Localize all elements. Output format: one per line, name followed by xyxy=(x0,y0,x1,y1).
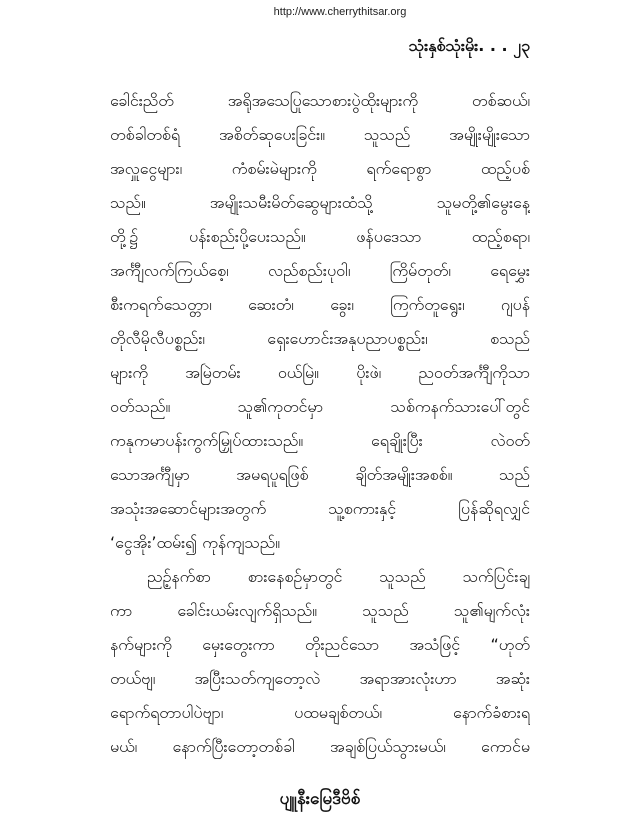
running-header-title: သုံးနှစ်သုံးမိုး. . . ၂၃ xyxy=(408,36,530,55)
text-line: သောအင်္ကျီမှာ အမရပူရဖြစ် ချိတ်အမျိုးအစစ်။ သည် xyxy=(110,465,530,484)
text-line: တစ်ခါတစ်ရံ အစိတ်ဆုပေးခြင်း။ သူသည် အမျိုးမျိုးသော xyxy=(110,125,530,144)
text-line: သည်။ အမျိုးသမီးမိတ်ဆွေများထံသို့ သူမတို့၏မွေးနေ့ xyxy=(110,193,530,212)
text-line: တိုလီမိုလီပစ္စည်း၊ ရှေးဟောင်းအနုပညာပစ္စည်း၊ စသည် xyxy=(110,329,530,348)
text-line: ခေါင်းညိတ် အရိုအသေပြုသောစားပွဲထိုးများကို တစ်ဆယ်၊ xyxy=(110,91,530,110)
paragraph-start-line: ညဉ့်နက်စာ စားနေစဉ်မှာတွင် သူသည် သက်ပြင်းချ xyxy=(147,567,530,586)
text-line: နက်များကို မှေးတွေးကာ တိုးညင်သော အသံဖြင့် “ဟုတ် xyxy=(110,635,530,654)
text-line: ရောက်ရတာပါပဲဗျာ၊ ပထမချစ်တယ်၊ နောက်ခံစားရ xyxy=(110,703,530,722)
text-line: မယ်၊ နောက်ပြီးတော့တစ်ခါ အချစ်ပြယ်သွားမယ်၊ ကောင်မ xyxy=(110,737,530,756)
text-line: ကာ ခေါင်းယမ်းလျက်ရှိသည်။ သူသည် သူ၏မျက်လုံး xyxy=(110,601,530,620)
text-line: အင်္ကျီလက်ကြယ်စေ့၊ လည်စည်းပုဝါ၊ ကြိမ်တုတ်၊ ရေမွှေး xyxy=(110,261,530,280)
text-line: အလှူငွေများ၊ ကံစမ်းမဲများကို ရက်ရောစွာ ထည့်ပစ် xyxy=(110,159,530,178)
text-line: အသုံးအဆောင်များအတွက် သူ့စကားနှင့် ပြန်ဆိုရလျှင် xyxy=(110,499,530,518)
source-url: http://www.cherrythitsar.org xyxy=(273,6,407,18)
text-line: တို့၌ ပန်းစည်းပို့ပေးသည်။ ဖန်ပဒေသာ ထည့်စရာ၊ xyxy=(110,227,530,246)
text-line: စီးကရက်သေတ္တာ၊ ဆေးတံ၊ ခွေး၊ ကြက်တူရွေး၊ ဂျပန် xyxy=(110,295,530,314)
text-line: ကနုကမာပန်းကွက်မြှုပ်ထားသည်။ ရေချိုးပြီး လဲဝတ် xyxy=(110,431,530,450)
footer-author: ပျူနီးမြေဒီဗိစ် xyxy=(279,789,361,809)
text-line: များကို အမြဲတမ်း ဝယ်မြဲ။ ပိုးဖဲ၊ ညဝတ်အင်္ကျီကိုသာ xyxy=(110,363,530,382)
body-text xyxy=(110,84,530,768)
text-line: တယ်ဗျ၊ အပြီးသတ်ကျတော့လဲ အရာအားလုံးဟာ အဆုံး xyxy=(110,669,530,688)
text-line: ဝတ်သည်။ သူ၏ကုတင်မှာ သစ်ကနက်သားပေါ်တွင် xyxy=(110,397,530,416)
text-line: ‘ငွေအိုး’ထမ်း၍ ကုန်ကျသည်။ xyxy=(110,533,281,552)
